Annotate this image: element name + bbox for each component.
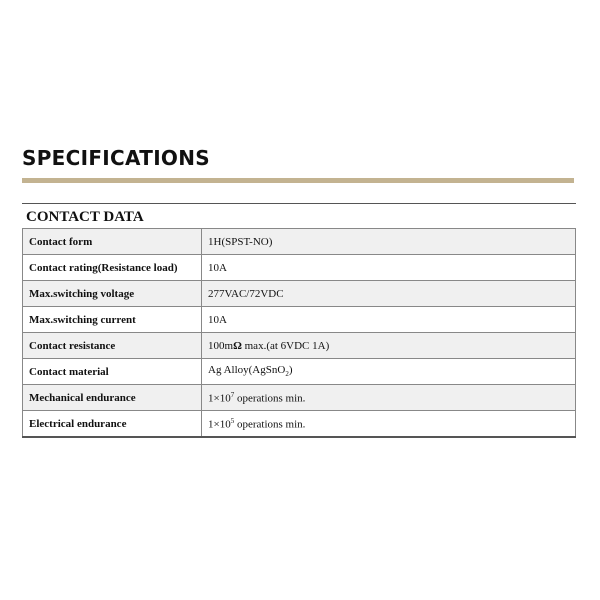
table-row (23, 411, 576, 438)
value-part: max.(at 6VDC 1A) (241, 339, 330, 352)
row-label: Contact material (23, 359, 202, 385)
row-label: Contact rating(Resistance load) (23, 255, 202, 281)
row-label: Contact form (23, 229, 202, 255)
row-value (202, 411, 576, 438)
table-row (23, 307, 576, 333)
row-value (202, 359, 576, 385)
row-label: Electrical endurance (23, 411, 202, 438)
value-part: operations min. (234, 418, 306, 431)
row-label: Mechanical endurance (23, 385, 202, 411)
row-value: 277VAC/72VDC (202, 281, 576, 307)
value-part: operations min. (234, 392, 306, 405)
value-part: 100m (208, 339, 234, 352)
table-row (23, 385, 576, 411)
subscript: 2 (285, 370, 289, 379)
row-label: Contact resistance (23, 333, 202, 359)
section-title: CONTACT DATA (26, 209, 144, 225)
table-row (23, 229, 576, 255)
page-heading: SPECIFICATIONS (22, 146, 210, 170)
row-value (202, 333, 576, 359)
value-part: Ag Alloy(AgSnO (208, 364, 286, 377)
heading-rule (22, 178, 574, 183)
row-value: 1H(SPST-NO) (202, 229, 576, 255)
table-row (23, 333, 576, 359)
table-row (23, 359, 576, 385)
ohm-symbol: Ω (233, 339, 242, 352)
table-row (23, 281, 576, 307)
contact-data-table (22, 228, 576, 438)
contact-data-section (22, 203, 576, 438)
value-part: ) (288, 364, 293, 377)
row-label: Max.switching voltage (23, 281, 202, 307)
value-part: 1×10 (208, 418, 231, 431)
row-value (202, 385, 576, 411)
value-part: 1×10 (208, 392, 231, 405)
row-value: 10A (202, 307, 576, 333)
row-value: 10A (202, 255, 576, 281)
table-row (23, 255, 576, 281)
superscript: 7 (230, 390, 235, 399)
superscript: 5 (230, 416, 235, 425)
row-label: Max.switching current (23, 307, 202, 333)
